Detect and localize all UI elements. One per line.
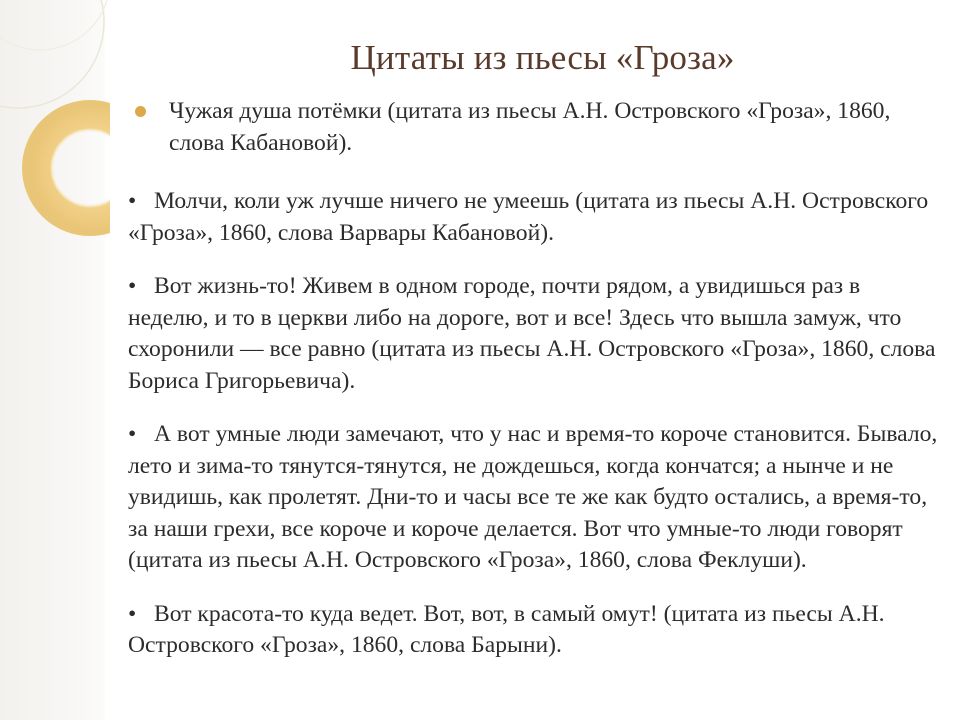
quote-text: Вот красота-то куда ведет. Вот, вот, в самый омут! (цитата из пьесы А.Н. Островского «Гроза», 1860, слова Барыни). (128, 600, 885, 658)
decorative-rings (0, 0, 110, 720)
quote-text: Чужая душа потёмки (цитата из пьесы А.Н. Островского «Гроза», 1860, слова Кабановой). (169, 98, 891, 156)
bullet-icon: • (128, 421, 137, 447)
list-item (128, 271, 938, 397)
quote-list (128, 96, 938, 684)
slide-title: Цитаты из пьесы «Гроза» (350, 38, 735, 77)
list-item (128, 599, 938, 662)
quote-text: Вот жизнь-то! Живем в одном городе, почти рядом, а увидишься раз в неделю, и то в церкви либо на дороге, вот и все! Здесь что вышла замуж, что схоронили — все равно (цитата из пьесы А.Н. Островского «Гроза», 1860, слова Бориса Григорьевича). (128, 273, 936, 394)
bullet-icon: • (128, 600, 137, 627)
list-item (128, 419, 938, 577)
list-item (128, 96, 938, 159)
bullet-icon (135, 106, 146, 117)
bullet-icon: • (128, 188, 137, 214)
list-item (128, 186, 938, 249)
quote-text: А вот умные люди замечают, что у нас и время-то короче становится. Бывало, лето и зима-то тянутся-тянутся, не дождешься, когда кончатся; а нынче и не увидишь, как пролетят. Дни-то и часы все те же как будто остались, а время-то, за наши грехи, все короче и короче делается. Вот что умные-то люди говорят (цитата из пьесы А.Н. Островского «Гроза», 1860, слова Феклуши). (128, 421, 938, 573)
quote-text: Молчи, коли уж лучше ничего не умеешь (цитата из пьесы А.Н. Островского «Гроза», 1860, слова Варвары Кабановой). (128, 188, 929, 246)
bullet-icon: • (128, 273, 137, 299)
